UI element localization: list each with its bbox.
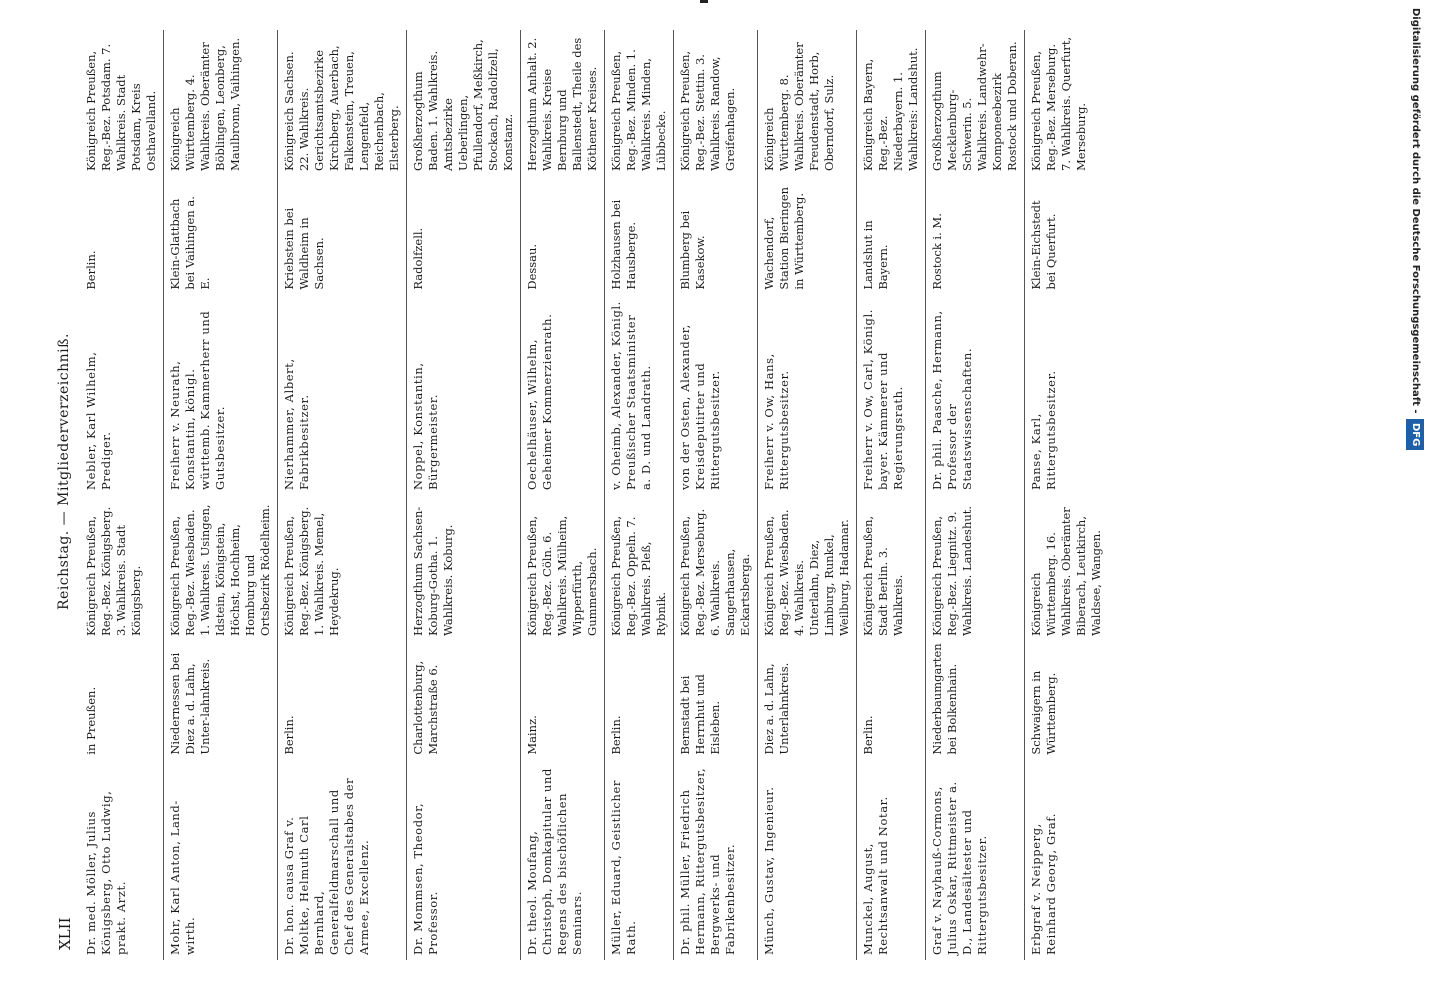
left-district-cell: Königreich Preußen, Reg.-Bez. Königsberg. 1. Wahlkreis. Memel, Heydekrug.	[278, 495, 407, 641]
right-place-cell: Klein-Eichstedt bei Querfurt.	[1025, 176, 1109, 295]
left-name-cell: Dr. phil. Müller, Friedrich Hermann, Rittergutsbesitzer, Bergwerks- und Fabrikenbesitzer.	[674, 760, 758, 960]
table-row	[278, 30, 407, 960]
left-district-cell: Königreich Preußen, Reg.-Bez. Cöln. 6. Wahlkreis. Mülheim, Wipperfürth, Gummersbach.	[521, 495, 605, 641]
right-district-cell: Königreich Preußen, Reg.-Bez. Stettin. 3. Wahlkreis. Randow, Greifenhagen.	[674, 30, 758, 176]
page-number: XLII	[56, 917, 74, 950]
left-place-cell: Charlottenburg, Marchstraße 6.	[407, 641, 521, 760]
left-district-cell: Königreich Preußen, Reg.-Bez. Wiesbaden. 4. Wahlkreis. Unterlahn, Diez, Limburg, Runkel, Weilburg, Hadamar.	[758, 495, 857, 641]
right-district-cell: Großherzogthum Baden. 1. Wahlkreis. Amtsbezirke Ueberlingen, Pfullendorf, Meßkirch, Stockach, Radolfzell, Konstanz.	[407, 30, 521, 176]
left-place-cell: Berlin.	[278, 641, 407, 760]
right-name-cell: Nierhammer, Albert, Fabrikbesitzer.	[278, 295, 407, 495]
right-place-cell: Holzhausen bei Hausberge.	[605, 176, 674, 295]
table-row	[926, 30, 1025, 960]
table-row	[1025, 30, 1109, 960]
right-place-cell: Landshut in Bayern.	[857, 176, 926, 295]
left-place-cell: Berlin.	[857, 641, 926, 760]
left-place-cell: Bernstadt bei Herrnhut und Eisleben.	[674, 641, 758, 760]
left-place-cell: Mainz.	[521, 641, 605, 760]
left-district-cell: Königreich Preußen, Reg.-Bez. Liegnitz. 9. Wahlkreis. Landeshut.	[926, 495, 1025, 641]
right-place-cell: Wachendorf, Station Bieringen in Württemberg.	[758, 176, 857, 295]
right-district-cell: Königreich Württemberg. 4. Wahlkreis. Oberämter Böblingen, Leonberg, Maulbronn, Vaihingen.	[164, 30, 278, 176]
right-name-cell: Dr. phil. Paasche, Hermann, Professor der Staatswissenschaften.	[926, 295, 1025, 495]
members-table	[80, 30, 1108, 960]
right-district-cell: Königreich Preußen, Reg.-Bez. Minden. 1. Wahlkreis. Minden, Lübbecke.	[605, 30, 674, 176]
page-header	[28, 30, 88, 960]
dfg-stamp	[1406, 8, 1424, 988]
right-district-cell: Königreich Preußen, Reg.-Bez. Potsdam. 7. Wahlkreis. Stadt Potsdam, Kreis Osthavelland.	[84, 43, 158, 171]
right-name-cell: von der Osten, Alexander, Kreisdeputirter und Rittergutsbesitzer.	[674, 295, 758, 495]
left-place-cell: Diez a. d. Lahn, Unterlahnkreis.	[758, 641, 857, 760]
left-district-cell: Königreich Preußen, Reg.-Bez. Merseburg. 6. Wahlkreis. Sangerhausen, Eckartsberga.	[674, 495, 758, 641]
right-place-cell: Blumberg bei Kasekow.	[674, 176, 758, 295]
table-row	[521, 30, 605, 960]
left-district-cell: Königreich Württemberg. 16. Wahlkreis. Oberämter Biberach, Leutkirch, Waldsee, Wangen.	[1025, 495, 1109, 641]
left-name-cell: Munckel, August, Rechtsanwalt und Notar.	[857, 760, 926, 960]
right-district-cell: Königreich Preußen, Reg.-Bez. Merseburg. 7. Wahlkreis. Querfurt, Merseburg.	[1025, 30, 1109, 176]
left-place-cell: Berlin.	[605, 641, 674, 760]
table-row	[164, 30, 278, 960]
right-name-cell: Freiherr v. Neurath, Konstantin, königl. württemb. Kammerherr und Gutsbesitzer.	[164, 295, 278, 495]
right-district-cell: Königreich Bayern, Reg.-Bez. Niederbayern. 1. Wahlkreis: Landshut.	[857, 30, 926, 176]
left-name-cell: Erbgraf v. Neipperg, Reinhard Georg, Graf.	[1025, 760, 1109, 960]
table-row	[758, 30, 857, 960]
right-name-cell: Panse, Karl, Rittergutsbesitzer.	[1025, 295, 1109, 495]
table-row	[605, 30, 674, 960]
right-name-cell: Nebler, Karl Wilhelm, Prediger.	[84, 351, 113, 491]
left-name-cell: Dr. theol. Moufang, Christoph, Domkapitular und Regens des bischöflichen Seminars.	[521, 760, 605, 960]
page-title: Reichstag. — Mitgliederverzeichniß.	[56, 333, 72, 610]
right-name-cell: Freiherr v. Ow, Hans, Rittergutsbesitzer.	[758, 295, 857, 495]
right-place-cell: Radolfzell.	[407, 176, 521, 295]
left-district-cell: Herzogthum Sachsen-Koburg-Gotha. 1. Wahlkreis. Koburg.	[407, 495, 521, 641]
right-name-cell: Oechelhäuser, Wilhelm, Geheimer Kommerzienrath.	[521, 295, 605, 495]
right-place-cell: Rostock i. M.	[926, 176, 1025, 295]
dfg-logo: DFG	[1406, 419, 1424, 450]
right-place-cell: Berlin.	[84, 250, 98, 290]
right-district-cell: Königreich Sachsen. 22. Wahlkreis. Gerichtsamtsbezirke Kirchberg, Auerbach, Falkenstein, Treuen, Lengenfeld, Reichenbach, Elsterberg.	[278, 30, 407, 176]
left-place-cell: Niederbaumgarten bei Bolkenhain.	[926, 641, 1025, 760]
left-name-cell: Dr. hon. causa Graf v. Moltke, Helmuth Carl Bernhard, Generalfeldmarschall und Chef des Generalstabes der Armee, Excellenz.	[278, 760, 407, 960]
right-name-cell: Noppel, Konstantin, Bürgermeister.	[407, 295, 521, 495]
right-place-cell: Dessau.	[521, 176, 605, 295]
table-row	[407, 30, 521, 960]
right-place-cell: Klein-Glattbach bei Vaihingen a. E.	[164, 176, 278, 295]
left-district-cell: Königreich Preußen, Reg.-Bez. Königsberg. 3. Wahlkreis. Stadt Königsberg.	[84, 506, 143, 636]
left-name-cell: Dr. med. Möller, Julius Königsberg, Otto Ludwig, prakt. Arzt.	[84, 790, 128, 955]
right-name-cell: v. Oheimb, Alexander, Königl. Preußischer Staatsminister a. D. und Landrath.	[605, 295, 674, 495]
left-name-cell: Graf v. Nayhauß-Cormons, Julius Oskar, Rittmeister a. D., Landesältester und Rittergutsbesitzer.	[926, 760, 1025, 960]
left-district-cell: Königreich Preußen, Reg.-Bez. Wiesbaden. 1. Wahlkreis. Usingen, Idstein, Königstein, Höchst, Hochheim, Homburg und Ortsbezirk Rödelheim.	[164, 495, 278, 641]
left-name-cell: Münch, Gustav, Ingenieur.	[758, 760, 857, 960]
table-row	[674, 30, 758, 960]
right-district-cell: Königreich Württemberg. 8. Wahlkreis. Oberämter Freudenstadt, Horb, Oberndorf, Sulz.	[758, 30, 857, 176]
right-place-cell: Kriebstein bei Waldheim in Sachsen.	[278, 176, 407, 295]
left-district-cell: Königreich Preußen, Stadt Berlin. 3. Wahlkreis.	[857, 495, 926, 641]
left-name-cell: Müller, Eduard, Geistlicher Rath.	[605, 760, 674, 960]
left-name-cell: Dr. Mommsen, Theodor, Professor.	[407, 760, 521, 960]
right-district-cell: Herzogthum Anhalt. 2. Wahlkreis. Kreise Bernburg und Ballenstedt, Theile des Köthener Kreises.	[521, 30, 605, 176]
left-place-cell: Niedernessen bei Diez a. d. Lahn, Unter-lahnkreis.	[164, 641, 278, 760]
stamp-text: Digitalisierung gefördert durch die Deutsche Forschungsgemeinschaft -	[1410, 8, 1421, 414]
right-district-cell: Großherzogthum Mecklenburg-Schwerin. 5. Wahlkreis. Landwehr-Komponeebezirk Rostock und Doberan.	[926, 30, 1025, 176]
table-row	[80, 30, 164, 960]
table-row	[857, 30, 926, 960]
left-place-cell: Schwaigern in Württemberg.	[1025, 641, 1109, 760]
right-name-cell: Freiherr v. Ow, Carl, Königl. bayer. Kämmerer und Regierungsrath.	[857, 295, 926, 495]
left-place-cell: in Preußen.	[84, 686, 98, 755]
left-district-cell: Königreich Preußen, Reg.-Bez. Oppeln. 7. Wahlkreis. Pleß, Rybnik.	[605, 495, 674, 641]
left-name-cell: Mohr, Karl Anton, Land-wirth.	[164, 760, 278, 960]
